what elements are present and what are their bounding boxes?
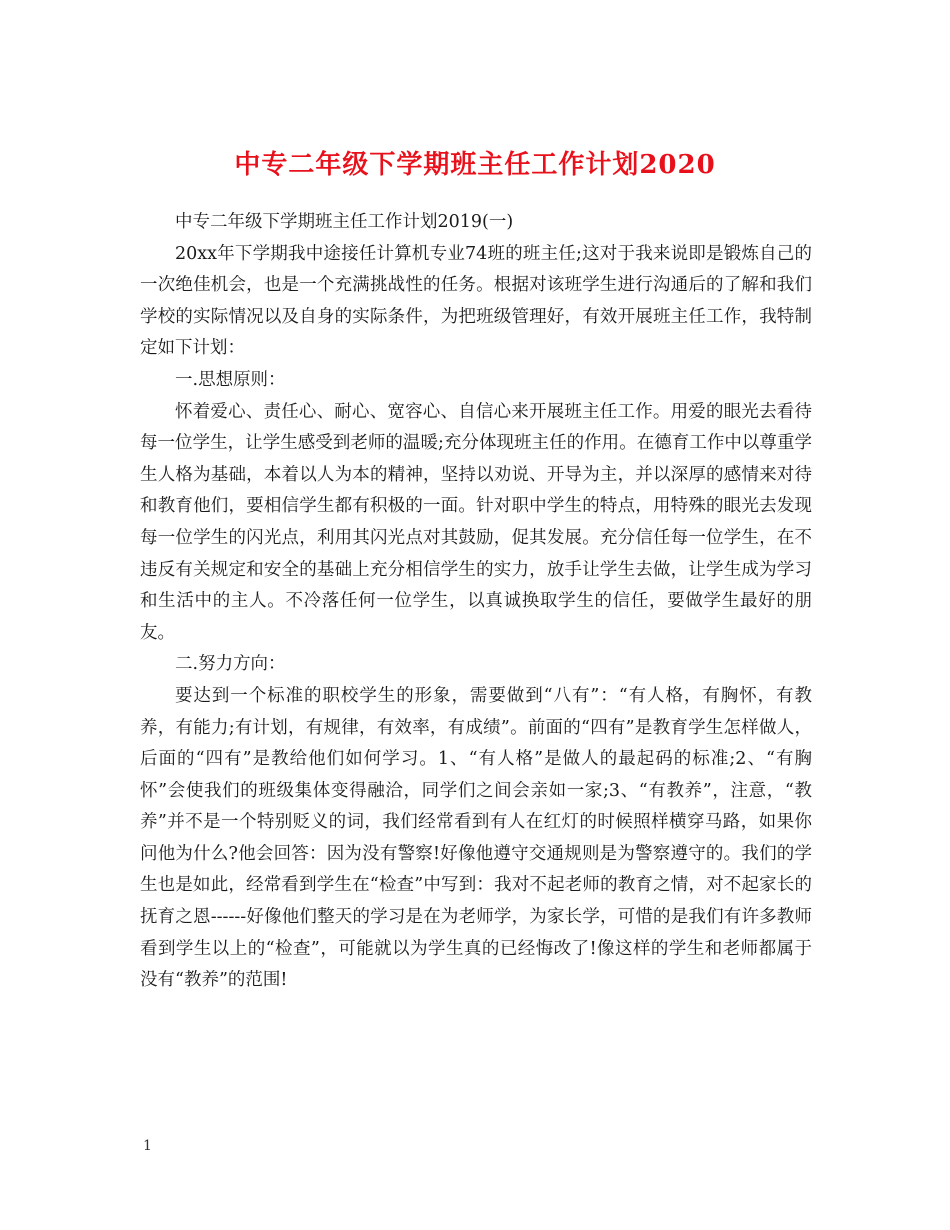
section-heading-direction: 二.努力方向： bbox=[175, 654, 286, 675]
document-title: 中专二年级下学期班主任工作计划2020 bbox=[234, 150, 716, 181]
document-body bbox=[140, 207, 812, 997]
paragraph-subtitle: 中专二年级下学期班主任工作计划2019(一) bbox=[175, 212, 514, 232]
page-number: 1 bbox=[143, 1138, 152, 1154]
paragraph-intro: 20xx年下学期我中途接任计算机专业74班的班主任;这对于我来说即是锻炼自己的一次绝佳机会，也是一个充满挑战性的任务。根据对该班学生进行沟通后的了解和我们学校的实际情况以及自身的实际条件，为把班级管理好，有效开展班主任工作，我特制定如下计划： bbox=[140, 243, 812, 359]
paragraph-direction: 要达到一个标准的职校学生的形象，需要做到“八有”：“有人格，有胸怀，有教养，有能力;有计划，有规律，有效率，有成绩”。前面的“四有”是教育学生怎样做人，后面的“四有”是教给他们如何学习。1、“有人格”是做人的最起码的标准;2、“有胸怀”会使我们的班级集体变得融洽，同学们之间会亲如一家;3、“有教养”，注意，“教养”并不是一个特别贬义的词，我们经常看到有人在红灯的时候照样横穿马路，如果你问他为什么?他会回答：因为没有警察!好像他遵守交通规则是为警察遵守的。我们的学生也是如此，经常看到学生在“检查”中写到：我对不起老师的教育之情，对不起家长的抚育之恩------好像他们整天的学习是在为老师学，为家长学，可惜的是我们有许多教师看到学生以上的“检查”，可能就以为学生真的已经悔改了!像这样的学生和老师都属于没有“教养”的范围! bbox=[140, 685, 812, 991]
paragraph-principles: 怀着爱心、责任心、耐心、宽容心、自信心来开展班主任工作。用爱的眼光去看待每一位学生，让学生感受到老师的温暖;充分体现班主任的作用。在德育工作中以尊重学生人格为基础，本着以人为本的精神，坚持以劝说、开导为主，并以深厚的感情来对待和教育他们，要相信学生都有积极的一面。针对职中学生的特点，用特殊的眼光去发现每一位学生的闪光点，利用其闪光点对其鼓励，促其发展。充分信任每一位学生，在不违反有关规定和安全的基础上充分相信学生的实力，放手让学生去做，让学生成为学习和生活中的主人。不冷落任何一位学生，以真诚换取学生的信任，要做学生最好的朋友。 bbox=[140, 401, 812, 643]
section-heading-principles: 一.思想原则： bbox=[175, 369, 286, 390]
